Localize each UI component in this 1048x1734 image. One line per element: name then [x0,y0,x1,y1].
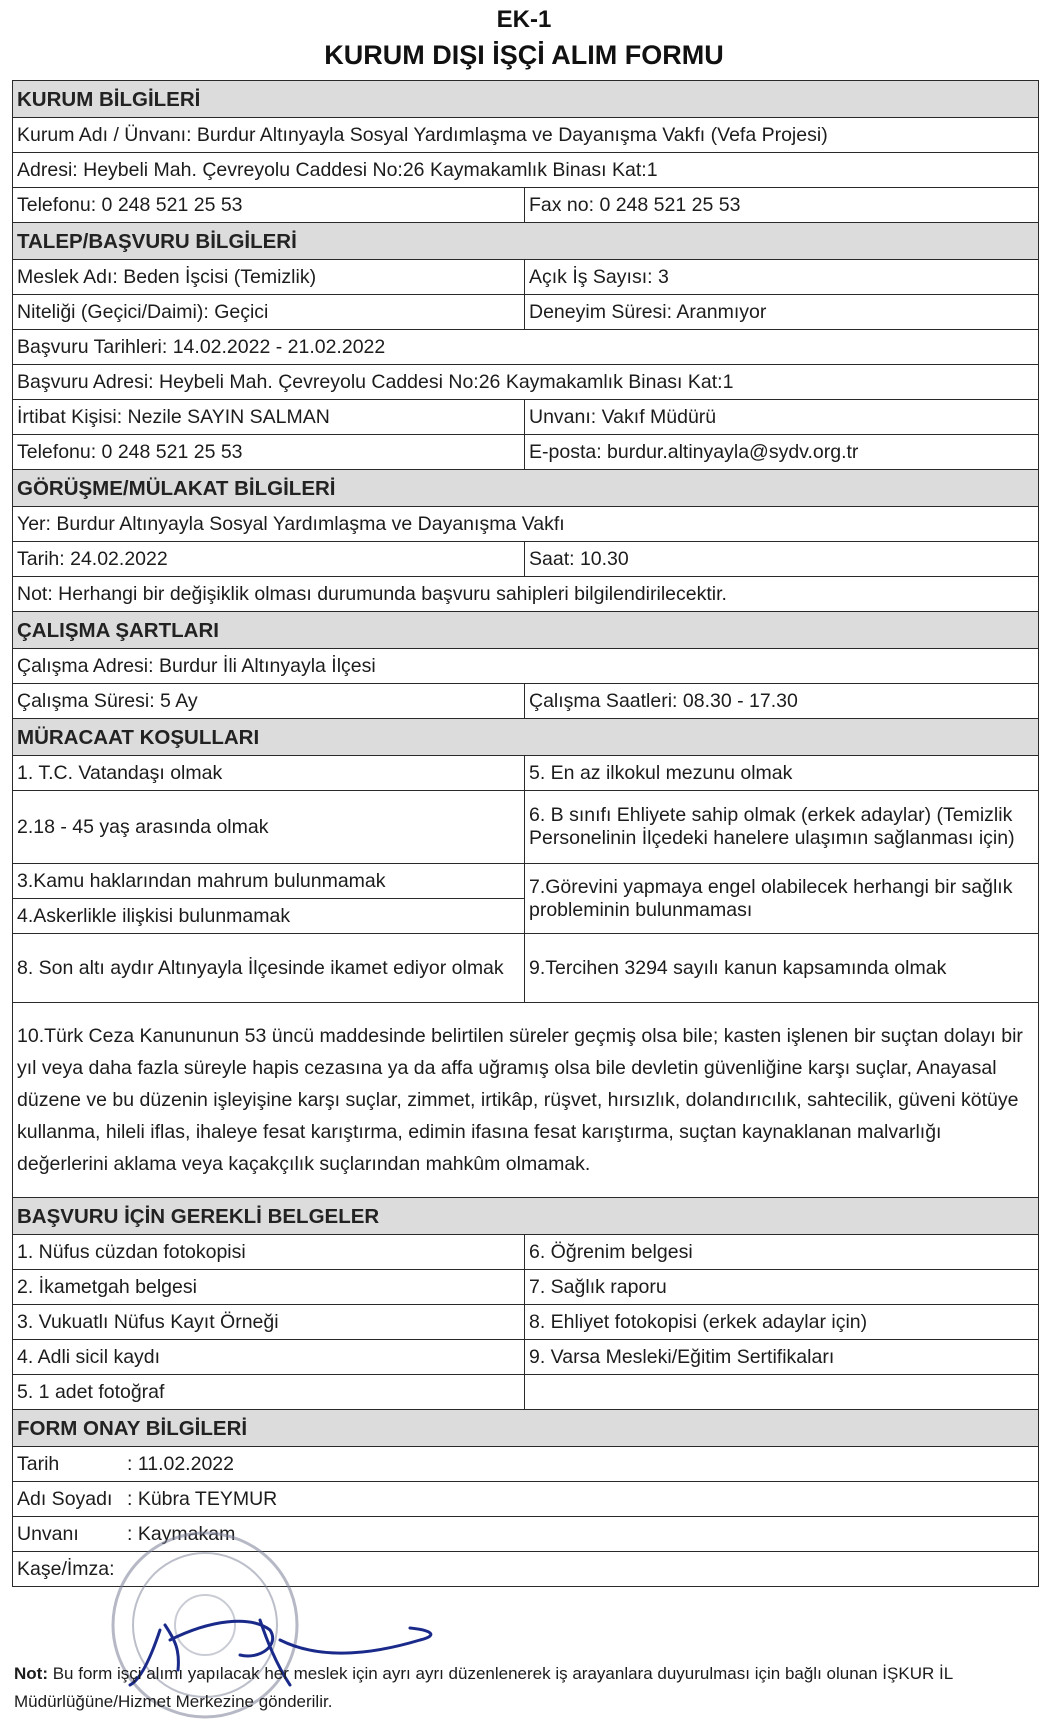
section-kurum-heading: KURUM BİLGİLERİ [13,81,1039,118]
onay-adsoyad [13,1482,1039,1517]
belge-6: 6. Öğrenim belgesi [525,1235,1039,1270]
basvuru-tarihleri: Başvuru Tarihleri: 14.02.2022 - 21.02.2022 [13,330,1039,365]
acik-is-sayisi: Açık İş Sayısı: 3 [525,260,1039,295]
belge-5: 5. 1 adet fotoğraf [13,1375,525,1410]
kosul-10: 10.Türk Ceza Kanununun 53 üncü maddesinde belirtilen süreler geçmiş olsa bile; kasten işlenen bir suçtan dolayı bir yıl veya daha fazla süreyle hapis cezasına ya da affa uğramış olsa bile devletin güvenliğine karşı suçlar, Anayasal düzene ve bu düzenin işleyişine karşı suçlar, zimmet, irtikâp, rüşvet, hırsızlık, dolandırıcılık, sahtecilik, güveni kötüye kullanma, hileli iflas, ihaleye fesat karıştırma, edimin ifasına fesat karıştırma, suçtan kaynaklanan malvarlığı değerlerini aklama veya kaçakçılık suçlarından mahkûm olmamak. [13,1003,1039,1198]
onay-tarih [13,1447,1039,1482]
footer-note-text: Bu form işçi alımı yapılacak her meslek için ayrı ayrı düzenlenerek iş arayanlara duyurulması için bağlı olunan İŞKUR İL Müdürlüğüne/Hizmet Merkezine gönderilir. [14,1664,953,1711]
onay-unvan-label: Unvanı [17,1522,79,1545]
section-calisma-heading: ÇALIŞMA ŞARTLARI [13,612,1039,649]
onay-adsoyad-label: Adı Soyadı [17,1487,113,1510]
deneyim-suresi: Deneyim Süresi: Aranmıyor [525,295,1039,330]
kurum-telefon: Telefonu: 0 248 521 25 53 [13,188,525,223]
calisma-saatleri: Çalışma Saatleri: 08.30 - 17.30 [525,684,1039,719]
kosul-1: 1. T.C. Vatandaşı olmak [13,756,525,791]
belge-4: 4. Adli sicil kaydı [13,1340,525,1375]
section-muracaat-heading: MÜRACAAT KOŞULLARI [13,719,1039,756]
irtibat-unvani: Unvanı: Vakıf Müdürü [525,400,1039,435]
belge-8: 8. Ehliyet fotokopisi (erkek adaylar için) [525,1305,1039,1340]
form-table [12,80,1039,1587]
onay-unvan [13,1517,1039,1552]
onay-adsoyad-value: : Kübra TEYMUR [127,1487,278,1510]
footer-note-label: Not: [14,1664,48,1683]
kurum-adi: Kurum Adı / Ünvanı: Burdur Altınyayla Sosyal Yardımlaşma ve Dayanışma Vakfı (Vefa Projesi) [13,118,1039,153]
talep-eposta: E-posta: burdur.altinyayla@sydv.org.tr [525,435,1039,470]
gorusme-saat: Saat: 10.30 [525,542,1039,577]
section-onay-heading: FORM ONAY BİLGİLERİ [13,1410,1039,1447]
belge-empty [525,1375,1039,1410]
calisma-adresi: Çalışma Adresi: Burdur İli Altınyayla İlçesi [13,649,1039,684]
ek-label: EK-1 [496,6,552,33]
kosul-9: 9.Tercihen 3294 sayılı kanun kapsamında olmak [525,934,1039,1003]
belge-1: 1. Nüfus cüzdan fotokopisi [13,1235,525,1270]
kosul-3: 3.Kamu haklarından mahrum bulunmamak [13,864,525,899]
form-title: KURUM DIŞI İŞÇİ ALIM FORMU [324,40,724,70]
calisma-suresi: Çalışma Süresi: 5 Ay [13,684,525,719]
niteligi: Niteliği (Geçici/Daimi): Geçici [13,295,525,330]
talep-telefon: Telefonu: 0 248 521 25 53 [13,435,525,470]
footer-note [14,1660,1034,1716]
gorusme-not: Not: Herhangi bir değişiklik olması durumunda başvuru sahipleri bilgilendirilecektir. [13,577,1039,612]
belge-9: 9. Varsa Mesleki/Eğitim Sertifikaları [525,1340,1039,1375]
belge-7: 7. Sağlık raporu [525,1270,1039,1305]
onay-tarih-value: : 11.02.2022 [127,1452,234,1475]
meslek-adi: Meslek Adı: Beden İşcisi (Temizlik) [13,260,525,295]
section-talep-heading: TALEP/BAŞVURU BİLGİLERİ [13,223,1039,260]
belge-3: 3. Vukuatlı Nüfus Kayıt Örneği [13,1305,525,1340]
irtibat-kisisi: İrtibat Kişisi: Nezile SAYIN SALMAN [13,400,525,435]
basvuru-adresi: Başvuru Adresi: Heybeli Mah. Çevreyolu Caddesi No:26 Kaymakamlık Binası Kat:1 [13,365,1039,400]
belge-2: 2. İkametgah belgesi [13,1270,525,1305]
onay-unvan-value: : Kaymakam [127,1522,236,1545]
kurum-adres: Adresi: Heybeli Mah. Çevreyolu Caddesi No:26 Kaymakamlık Binası Kat:1 [13,153,1039,188]
kosul-4: 4.Askerlikle ilişkisi bulunmamak [13,899,525,934]
kurum-fax: Fax no: 0 248 521 25 53 [525,188,1039,223]
kosul-5: 5. En az ilkokul mezunu olmak [525,756,1039,791]
kosul-2: 2.18 - 45 yaş arasında olmak [13,791,525,864]
section-gorusme-heading: GÖRÜŞME/MÜLAKAT BİLGİLERİ [13,470,1039,507]
onay-tarih-label: Tarih [17,1452,60,1475]
kosul-6: 6. B sınıfı Ehliyete sahip olmak (erkek adaylar) (Temizlik Personelinin İlçedeki hanelere ulaşımın sağlanması için) [525,791,1039,864]
kosul-8: 8. Son altı aydır Altınyayla İlçesinde ikamet ediyor olmak [13,934,525,1003]
gorusme-tarih: Tarih: 24.02.2022 [13,542,525,577]
kosul-7: 7.Görevini yapmaya engel olabilecek herhangi bir sağlık probleminin bulunmaması [525,864,1039,934]
onay-kase: Kaşe/İmza: [13,1552,1039,1587]
section-belgeler-heading: BAŞVURU İÇİN GEREKLİ BELGELER [13,1198,1039,1235]
gorusme-yer: Yer: Burdur Altınyayla Sosyal Yardımlaşma ve Dayanışma Vakfı [13,507,1039,542]
